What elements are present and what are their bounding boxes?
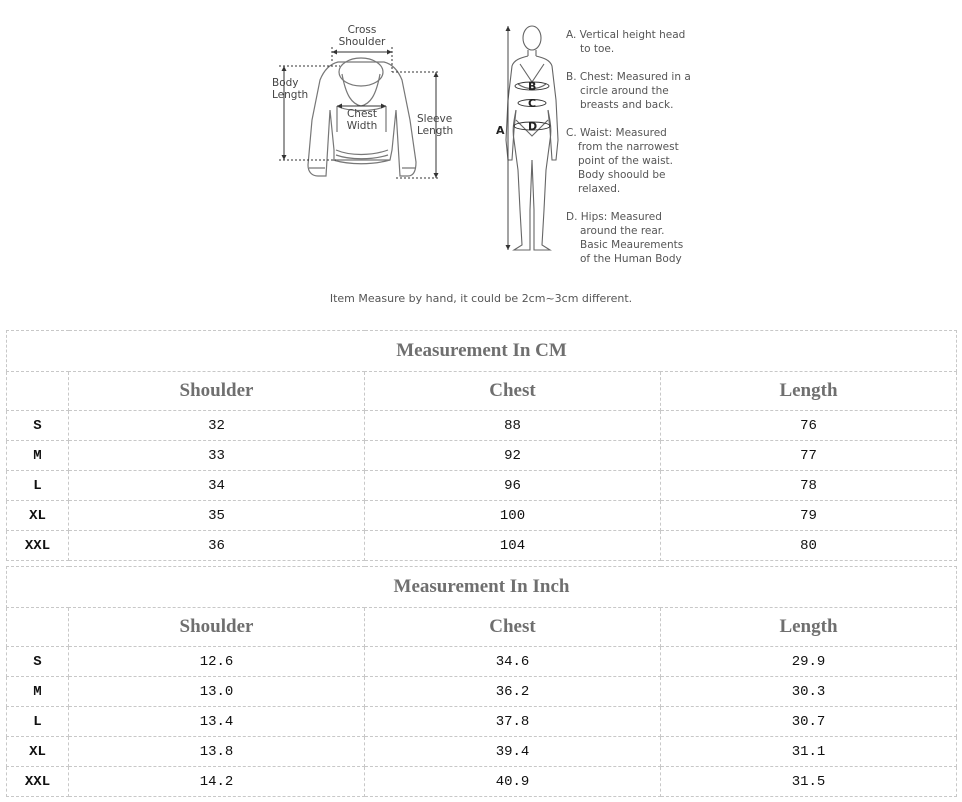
table-row: [7, 411, 957, 441]
note-a: A. Vertical height head to toe.: [566, 29, 686, 55]
table-row: [7, 677, 957, 707]
size-cell: L: [7, 471, 69, 501]
letter-b: B: [528, 80, 537, 93]
length-column-header: Length: [661, 372, 957, 411]
length-label-line2: Length: [272, 89, 309, 101]
chest-cell: 100: [365, 501, 661, 531]
length-cell: 29.9: [661, 647, 957, 677]
body-label-line1: Body: [272, 77, 299, 89]
size-cell: S: [7, 411, 69, 441]
body-figure-sketch: [0, 0, 962, 290]
shoulder-cell: 13.8: [69, 737, 365, 767]
shoulder-cell: 12.6: [69, 647, 365, 677]
length-cell: 31.1: [661, 737, 957, 767]
chest-column-header: Chest: [365, 372, 661, 411]
measure-disclaimer: Item Measure by hand, it could be 2cm~3cm different.: [329, 292, 633, 305]
chest-cell: 37.8: [365, 707, 661, 737]
shoulder-cell: 32: [69, 411, 365, 441]
length-cell: 77: [661, 441, 957, 471]
letter-a: A: [496, 124, 505, 137]
length-cell: 76: [661, 411, 957, 441]
chest-cell: 34.6: [365, 647, 661, 677]
length-cell: 31.5: [661, 767, 957, 797]
length-cell: 30.7: [661, 707, 957, 737]
size-column-header: [7, 608, 69, 647]
letter-d: D: [528, 120, 538, 133]
chest-cell: 88: [365, 411, 661, 441]
note-d: D. Hips: Measured around the rear. Basic Meaurements of the Human Body: [566, 211, 684, 265]
chest-label-line1: Chest: [346, 108, 378, 120]
table-title: Measurement In Inch: [7, 567, 957, 608]
size-cell: XXL: [7, 767, 69, 797]
shoulder-column-header: Shoulder: [69, 372, 365, 411]
chest-cell: 39.4: [365, 737, 661, 767]
shoulder-cell: 13.4: [69, 707, 365, 737]
table-row: [7, 501, 957, 531]
shoulder-label-line2: Shoulder: [338, 36, 386, 48]
shoulder-cell: 13.0: [69, 677, 365, 707]
size-cell: S: [7, 647, 69, 677]
size-column-header: [7, 372, 69, 411]
size-cell: M: [7, 677, 69, 707]
table-title: Measurement In CM: [7, 331, 957, 372]
chest-cell: 92: [365, 441, 661, 471]
size-cell: XXL: [7, 531, 69, 561]
shoulder-cell: 33: [69, 441, 365, 471]
table-row: [7, 441, 957, 471]
chest-column-header: Chest: [365, 608, 661, 647]
note-c: C. Waist: Measured from the narrowest point of the waist. Body shoould be relaxed.: [566, 127, 679, 195]
note-b: B. Chest: Measured in a circle around the breasts and back.: [566, 71, 691, 111]
table-row: [7, 737, 957, 767]
length-cell: 78: [661, 471, 957, 501]
length-cell: 30.3: [661, 677, 957, 707]
chest-cell: 40.9: [365, 767, 661, 797]
size-table-cm: [6, 330, 957, 561]
size-cell: XL: [7, 737, 69, 767]
shoulder-column-header: Shoulder: [69, 608, 365, 647]
length-column-header: Length: [661, 608, 957, 647]
length-cell: 80: [661, 531, 957, 561]
chest-cell: 36.2: [365, 677, 661, 707]
measurement-diagram: [0, 0, 962, 320]
table-row: [7, 531, 957, 561]
size-cell: XL: [7, 501, 69, 531]
shoulder-cell: 34: [69, 471, 365, 501]
table-row: [7, 471, 957, 501]
shoulder-cell: 35: [69, 501, 365, 531]
cross-label-line1: Cross: [347, 24, 377, 36]
table-row: [7, 767, 957, 797]
table-row: [7, 647, 957, 677]
shoulder-cell: 14.2: [69, 767, 365, 797]
width-label-line2: Width: [346, 120, 378, 132]
shoulder-cell: 36: [69, 531, 365, 561]
chest-cell: 104: [365, 531, 661, 561]
length-cell: 79: [661, 501, 957, 531]
size-cell: L: [7, 707, 69, 737]
letter-c: C: [528, 97, 537, 110]
sleeve-label-line1: Sleeve: [417, 113, 453, 125]
sleeve-length-label-line2: Length: [417, 125, 454, 137]
chest-cell: 96: [365, 471, 661, 501]
size-cell: M: [7, 441, 69, 471]
table-row: [7, 707, 957, 737]
body-measure-notes: [566, 28, 706, 280]
size-table-inch: [6, 566, 957, 797]
